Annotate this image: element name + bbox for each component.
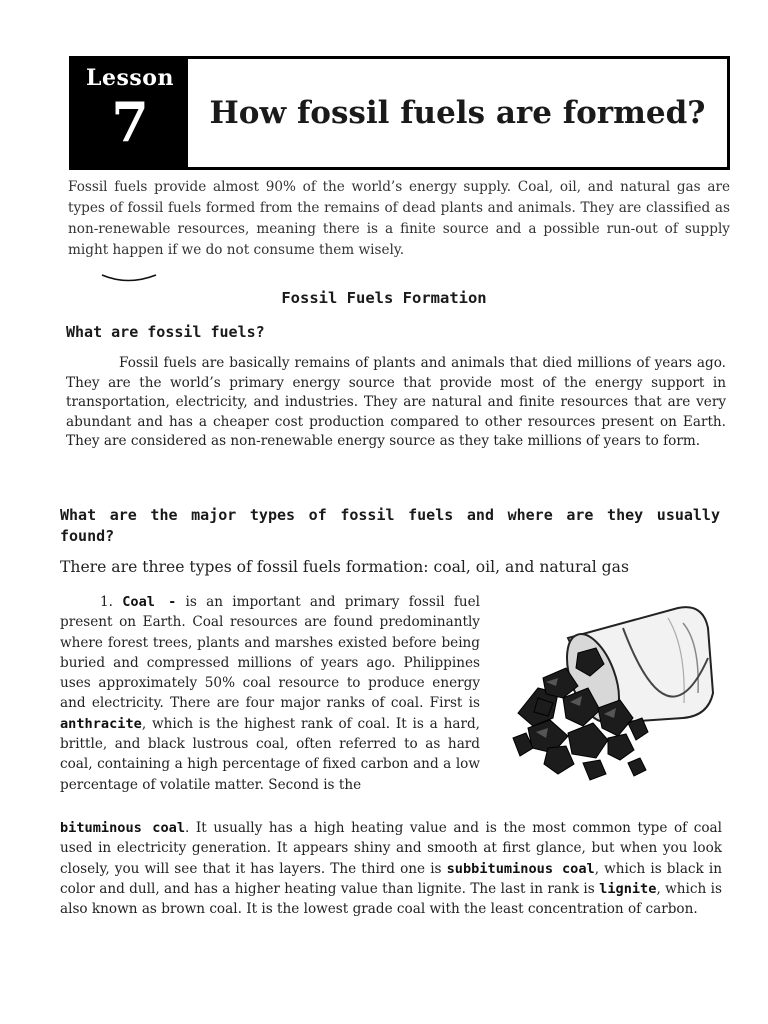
coal-text-5: , which is also known as brown coal. It is the lowest grade coal with the least concentration of carbon.	[60, 880, 722, 918]
coal-list-number: 1.	[100, 594, 113, 610]
coal-bucket-icon	[508, 598, 718, 788]
title-box	[188, 59, 727, 167]
anthracite-term: anthracite	[60, 715, 142, 732]
coal-text-1: is an important and primary fossil fuel present on Earth. Coal resources are found predominantly where forest trees, plants and marshes existed before being buried and compressed millions of years ago. Philippines uses approximately 50% coal resource to produce energy and electricity. There are four major ranks of coal. First is	[60, 594, 480, 712]
coal-term: Coal -	[122, 594, 177, 610]
bituminous-term: bituminous coal	[60, 820, 186, 836]
coal-paragraph-part-1	[60, 592, 480, 795]
lesson-header	[69, 56, 730, 170]
coal-text-4: , which is black in color and dull, and has a higher heating value than lignite. The last in rank is	[60, 860, 722, 897]
question-what-are-fossil-fuels: What are fossil fuels?	[66, 323, 265, 341]
subbituminous-term: subbituminous coal	[446, 860, 595, 877]
intro-paragraph: Fossil fuels provide almost 90% of the world’s energy supply. Coal, oil, and natural gas are types of fossil fuels formed from the remains of dead plants and animals. They are classified as non-renewable resources, meaning there is a finite source and a possible run-out of supply might happen if we do not consume them wisely.	[68, 179, 730, 258]
lesson-badge	[72, 59, 188, 167]
lesson-label: Lesson	[86, 65, 174, 91]
lesson-title: How fossil fuels are formed?	[209, 95, 706, 131]
coal-paragraph-part-2	[60, 818, 722, 919]
lesson-number: 7	[111, 90, 149, 154]
fossil-fuels-definition-paragraph: Fossil fuels are basically remains of plants and animals that died millions of years ago. They are the world’s primary energy source that provide most of the energy support in transportation, electricity, and industries. They are natural and finite resources that are very abundant and has a cheaper cost production compared to other resources present on Earth. They are considered as non-renewable energy source as they take millions of years to form.	[66, 355, 726, 449]
coal-text-2: , which is the highest rank of coal. It is a hard, brittle, and black lustrous coal, often referred to as hard coal, containing a high percentage of fixed carbon and a low percentage of volatile matter. Second is the	[60, 715, 480, 793]
decorative-curve-icon	[100, 272, 160, 284]
coal-text-3: . It usually has a high heating value and is the most common type of coal used in electricity generation. It appears shiny and smooth at first glance, but when you look closely, you will see that it has layers. The third one is	[60, 820, 722, 877]
lignite-term: lignite	[599, 880, 657, 897]
section-title: Fossil Fuels Formation	[281, 289, 487, 307]
question-major-types: What are the major types of fossil fuels and where are they usually found?	[60, 506, 720, 545]
types-line: There are three types of fossil fuels formation: coal, oil, and natural gas	[60, 558, 629, 576]
